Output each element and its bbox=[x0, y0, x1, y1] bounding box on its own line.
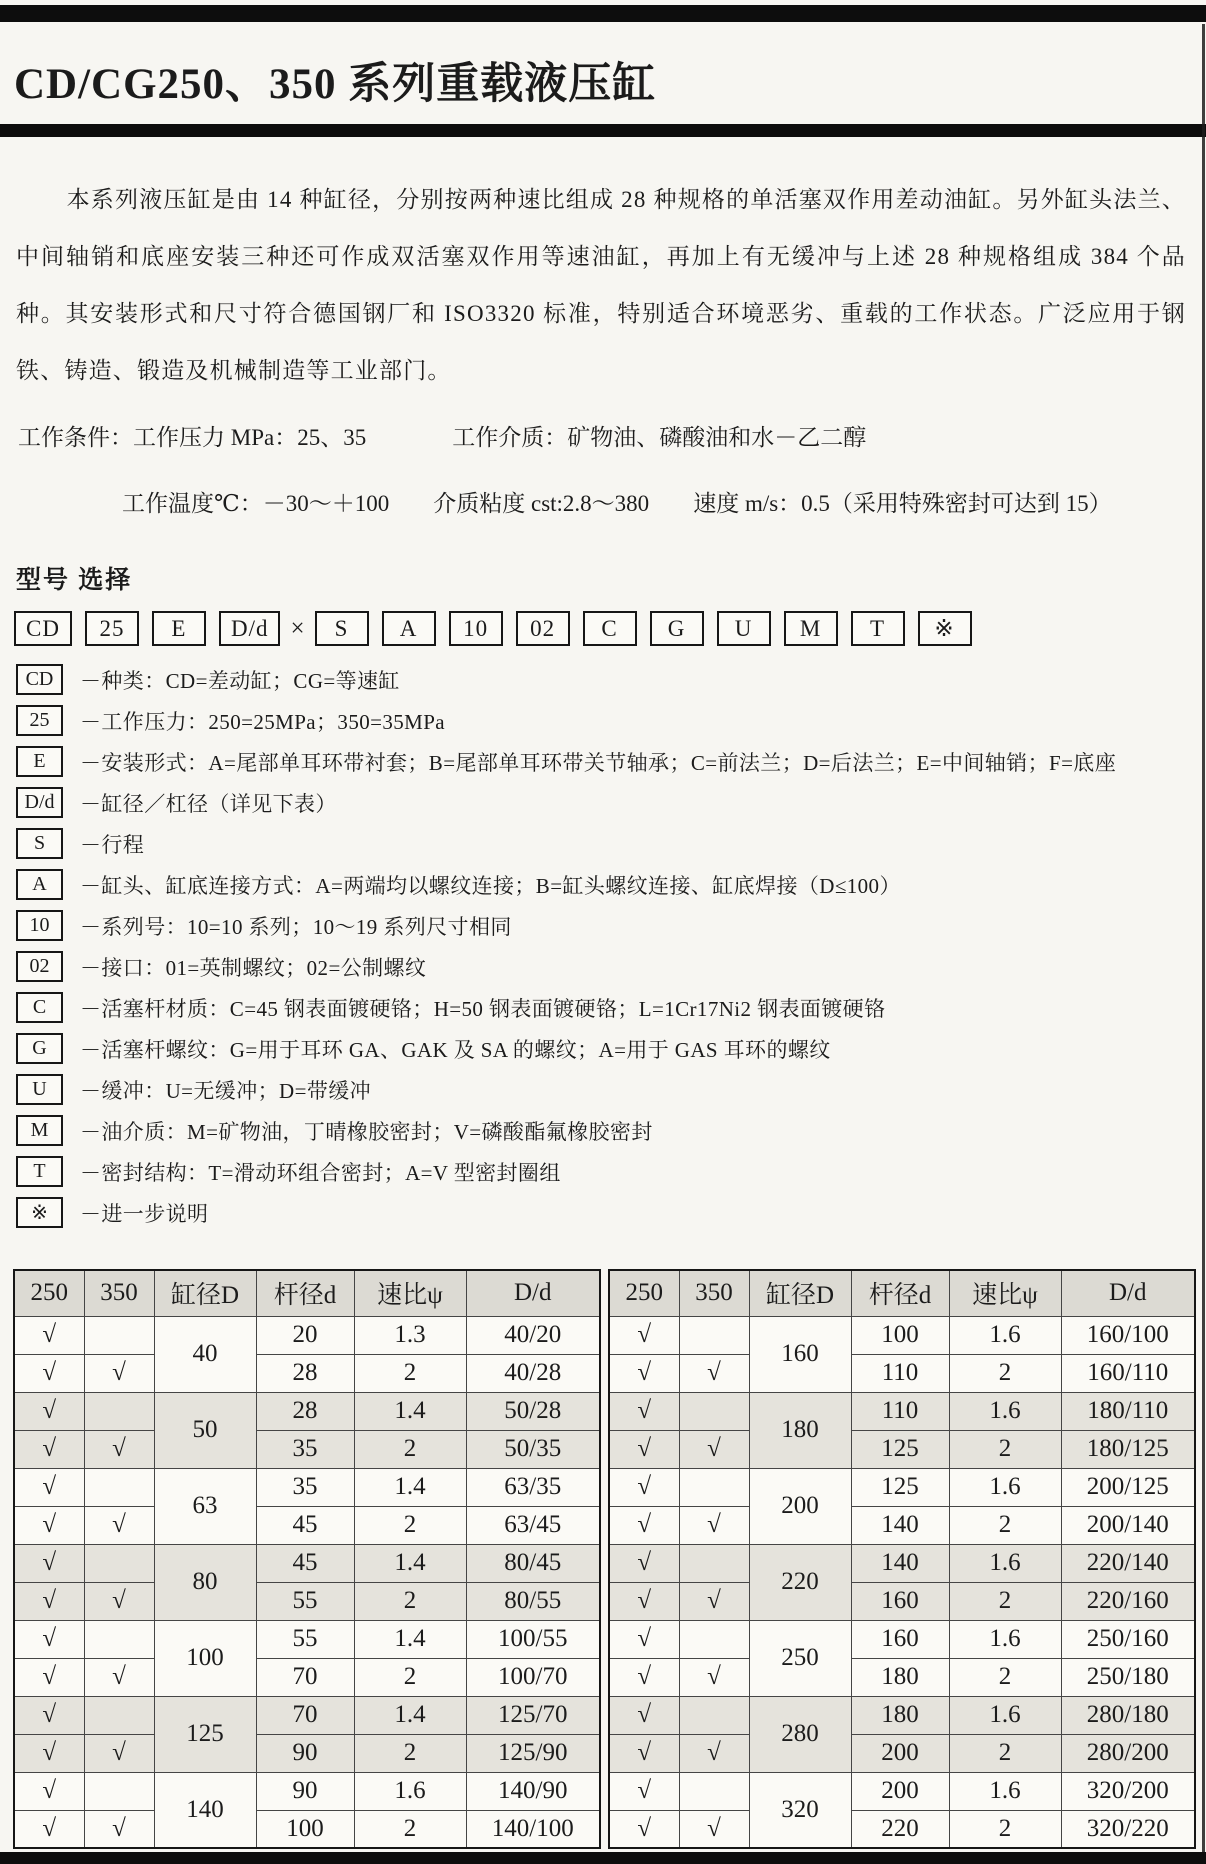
rod-cell: 160 bbox=[851, 1582, 949, 1620]
check-250-cell: √ bbox=[609, 1544, 679, 1582]
dd-cell: 250/160 bbox=[1061, 1620, 1195, 1658]
table-row bbox=[609, 1772, 1195, 1810]
rod-cell: 55 bbox=[256, 1620, 354, 1658]
table-row bbox=[609, 1734, 1195, 1772]
ratio-cell: 1.4 bbox=[354, 1468, 466, 1506]
column-header: 杆径d bbox=[851, 1270, 949, 1316]
check-350-cell bbox=[84, 1544, 154, 1582]
table-row bbox=[609, 1316, 1195, 1354]
model-code-box: D/d bbox=[219, 611, 281, 646]
legend-desc: －行程 bbox=[80, 832, 145, 857]
dd-cell: 320/220 bbox=[1061, 1810, 1195, 1848]
legend-code-box: G bbox=[16, 1033, 63, 1064]
check-350-cell bbox=[84, 1468, 154, 1506]
condition-pressure: 工作条件：工作压力 MPa：25、35 bbox=[18, 425, 367, 450]
legend-code-box: S bbox=[16, 828, 63, 859]
ratio-cell: 1.6 bbox=[949, 1544, 1061, 1582]
legend-row bbox=[16, 823, 1206, 864]
column-header: D/d bbox=[466, 1270, 600, 1316]
bore-cell: 250 bbox=[749, 1620, 851, 1696]
dd-cell: 320/200 bbox=[1061, 1772, 1195, 1810]
ratio-cell: 1.6 bbox=[949, 1620, 1061, 1658]
rod-cell: 200 bbox=[851, 1734, 949, 1772]
ratio-cell: 1.4 bbox=[354, 1544, 466, 1582]
legend-desc: －活塞杆螺纹：G=用于耳环 GA、GAK 及 SA 的螺纹；A=用于 GAS 耳环的螺纹 bbox=[80, 1037, 831, 1062]
table-row bbox=[14, 1392, 600, 1430]
legend-code-box: 10 bbox=[16, 910, 63, 941]
check-350-cell bbox=[679, 1392, 749, 1430]
ratio-cell: 1.6 bbox=[949, 1468, 1061, 1506]
table-row bbox=[609, 1696, 1195, 1734]
bore-cell: 280 bbox=[749, 1696, 851, 1772]
legend-desc: －活塞杆材质：C=45 钢表面镀硬铬；H=50 钢表面镀硬铬；L=1Cr17Ni2 钢表面镀硬铬 bbox=[80, 996, 886, 1021]
legend-desc: －种类：CD=差动缸；CG=等速缸 bbox=[80, 668, 400, 693]
rod-cell: 110 bbox=[851, 1354, 949, 1392]
ratio-cell: 2 bbox=[949, 1810, 1061, 1848]
rod-cell: 35 bbox=[256, 1430, 354, 1468]
table-row bbox=[609, 1810, 1195, 1848]
condition-temperature: 工作温度℃：－30～＋100 bbox=[122, 491, 390, 516]
table-row bbox=[14, 1582, 600, 1620]
column-header: 缸径D bbox=[749, 1270, 851, 1316]
check-350-cell bbox=[84, 1620, 154, 1658]
check-250-cell: √ bbox=[14, 1354, 84, 1392]
model-code-box: 02 bbox=[516, 611, 570, 646]
dd-cell: 220/160 bbox=[1061, 1582, 1195, 1620]
ratio-cell: 2 bbox=[949, 1734, 1061, 1772]
check-250-cell: √ bbox=[14, 1468, 84, 1506]
ratio-cell: 2 bbox=[354, 1430, 466, 1468]
rod-cell: 100 bbox=[851, 1316, 949, 1354]
check-250-cell: √ bbox=[14, 1810, 84, 1848]
check-250-cell: √ bbox=[609, 1734, 679, 1772]
check-250-cell: √ bbox=[14, 1316, 84, 1354]
legend-desc: －密封结构：T=滑动环组合密封；A=V 型密封圈组 bbox=[80, 1160, 561, 1185]
check-250-cell: √ bbox=[609, 1316, 679, 1354]
table-row bbox=[14, 1316, 600, 1354]
condition-speed: 速度 m/s：0.5（采用特殊密封可达到 15） bbox=[693, 491, 1112, 516]
model-code-box: U bbox=[717, 611, 771, 646]
dd-cell: 125/90 bbox=[466, 1734, 600, 1772]
rod-cell: 140 bbox=[851, 1544, 949, 1582]
check-350-cell bbox=[84, 1392, 154, 1430]
legend-desc: －进一步说明 bbox=[80, 1201, 209, 1226]
check-250-cell: √ bbox=[14, 1734, 84, 1772]
ratio-cell: 2 bbox=[354, 1354, 466, 1392]
dd-cell: 140/90 bbox=[466, 1772, 600, 1810]
rod-cell: 180 bbox=[851, 1696, 949, 1734]
table-row bbox=[14, 1430, 600, 1468]
legend-desc: －缸头、缸底连接方式：A=两端均以螺纹连接；B=缸头螺纹连接、缸底焊接（D≤100） bbox=[80, 873, 901, 898]
bore-cell: 80 bbox=[154, 1544, 256, 1620]
model-code-box: 25 bbox=[85, 611, 139, 646]
check-350-cell: √ bbox=[679, 1354, 749, 1392]
check-250-cell: √ bbox=[609, 1506, 679, 1544]
check-350-cell: √ bbox=[84, 1354, 154, 1392]
model-code-box: G bbox=[650, 611, 704, 646]
check-250-cell: √ bbox=[609, 1392, 679, 1430]
table-row bbox=[14, 1506, 600, 1544]
rod-cell: 45 bbox=[256, 1506, 354, 1544]
check-250-cell: √ bbox=[609, 1582, 679, 1620]
ratio-cell: 1.4 bbox=[354, 1696, 466, 1734]
bore-cell: 140 bbox=[154, 1772, 256, 1848]
check-250-cell: √ bbox=[609, 1772, 679, 1810]
model-code-box: CD bbox=[14, 611, 72, 646]
check-350-cell: √ bbox=[679, 1734, 749, 1772]
check-350-cell bbox=[679, 1620, 749, 1658]
ratio-cell: 1.6 bbox=[949, 1696, 1061, 1734]
check-350-cell bbox=[679, 1544, 749, 1582]
rod-cell: 90 bbox=[256, 1734, 354, 1772]
dd-cell: 63/45 bbox=[466, 1506, 600, 1544]
table-row bbox=[609, 1506, 1195, 1544]
dd-cell: 125/70 bbox=[466, 1696, 600, 1734]
legend-code-box: A bbox=[16, 869, 63, 900]
check-350-cell: √ bbox=[679, 1506, 749, 1544]
legend-desc: －接口：01=英制螺纹；02=公制螺纹 bbox=[80, 955, 427, 980]
check-350-cell bbox=[679, 1316, 749, 1354]
bore-cell: 320 bbox=[749, 1772, 851, 1848]
legend-row bbox=[16, 987, 1206, 1028]
rod-cell: 160 bbox=[851, 1620, 949, 1658]
bore-cell: 40 bbox=[154, 1316, 256, 1392]
check-350-cell bbox=[679, 1772, 749, 1810]
check-250-cell: √ bbox=[609, 1620, 679, 1658]
condition-medium: 工作介质：矿物油、磷酸油和水－乙二醇 bbox=[452, 425, 867, 450]
bore-cell: 180 bbox=[749, 1392, 851, 1468]
rod-cell: 35 bbox=[256, 1468, 354, 1506]
check-350-cell bbox=[679, 1468, 749, 1506]
rod-cell: 20 bbox=[256, 1316, 354, 1354]
table-row bbox=[14, 1620, 600, 1658]
bore-cell: 100 bbox=[154, 1620, 256, 1696]
spec-table-right-body bbox=[609, 1316, 1195, 1848]
model-code-box: 10 bbox=[449, 611, 503, 646]
table-row bbox=[14, 1772, 600, 1810]
legend-code-box: M bbox=[16, 1115, 63, 1146]
ratio-cell: 2 bbox=[354, 1506, 466, 1544]
dd-cell: 160/100 bbox=[1061, 1316, 1195, 1354]
column-header: 速比ψ bbox=[354, 1270, 466, 1316]
model-selection-heading: 型号 选择 bbox=[16, 567, 133, 594]
ratio-cell: 1.6 bbox=[949, 1392, 1061, 1430]
condition-viscosity: 介质粘度 cst:2.8～380 bbox=[433, 491, 650, 516]
legend-desc: －缸径／杠径（详见下表） bbox=[80, 791, 337, 816]
check-250-cell: √ bbox=[609, 1696, 679, 1734]
check-350-cell: √ bbox=[84, 1506, 154, 1544]
model-code-row bbox=[0, 611, 1206, 646]
check-250-cell: √ bbox=[14, 1696, 84, 1734]
rod-cell: 55 bbox=[256, 1582, 354, 1620]
legend-row bbox=[16, 946, 1206, 987]
rod-cell: 110 bbox=[851, 1392, 949, 1430]
column-header: 350 bbox=[84, 1270, 154, 1316]
working-conditions-row1 bbox=[0, 419, 1206, 452]
table-row bbox=[609, 1582, 1195, 1620]
dd-cell: 280/200 bbox=[1061, 1734, 1195, 1772]
table-row bbox=[14, 1696, 600, 1734]
legend-code-box: 25 bbox=[16, 705, 63, 736]
intro-paragraph: 本系列液压缸是由 14 种缸径，分别按两种速比组成 28 种规格的单活塞双作用差动油缸。另外缸头法兰、中间轴销和底座安装三种还可作成双活塞双作用等速油缸，再加上有无缓冲与上述 28 种规格组成 384 个品种。其安装形式和尺寸符合德国钢厂和 ISO3320 标准，特别适合环境恶劣、重载的工作状态。广泛应用于钢铁、铸造、锻造及机械制造等工业部门。 bbox=[16, 187, 1186, 383]
rod-cell: 28 bbox=[256, 1392, 354, 1430]
ratio-cell: 2 bbox=[354, 1810, 466, 1848]
legend-desc: －缓冲：U=无缓冲；D=带缓冲 bbox=[80, 1078, 372, 1103]
model-code-box: T bbox=[851, 611, 905, 646]
spec-tables bbox=[13, 1269, 1193, 1849]
rod-cell: 200 bbox=[851, 1772, 949, 1810]
legend-row bbox=[16, 700, 1206, 741]
model-code-box: ※ bbox=[918, 611, 972, 646]
rod-cell: 45 bbox=[256, 1544, 354, 1582]
legend-code-box: C bbox=[16, 992, 63, 1023]
ratio-cell: 2 bbox=[949, 1658, 1061, 1696]
check-350-cell: √ bbox=[84, 1582, 154, 1620]
check-250-cell: √ bbox=[14, 1430, 84, 1468]
check-250-cell: √ bbox=[609, 1430, 679, 1468]
bore-cell: 50 bbox=[154, 1392, 256, 1468]
table-row bbox=[609, 1354, 1195, 1392]
dd-cell: 140/100 bbox=[466, 1810, 600, 1848]
table-row bbox=[14, 1544, 600, 1582]
scan-edge-line bbox=[1202, 24, 1205, 1853]
dd-cell: 200/125 bbox=[1061, 1468, 1195, 1506]
dd-cell: 220/140 bbox=[1061, 1544, 1195, 1582]
table-row bbox=[14, 1658, 600, 1696]
table-row bbox=[14, 1734, 600, 1772]
rod-cell: 220 bbox=[851, 1810, 949, 1848]
legend-row bbox=[16, 782, 1206, 823]
check-250-cell: √ bbox=[609, 1810, 679, 1848]
spec-table-right-head bbox=[609, 1270, 1195, 1316]
check-350-cell bbox=[84, 1696, 154, 1734]
multiply-separator: × bbox=[290, 614, 305, 642]
column-header: D/d bbox=[1061, 1270, 1195, 1316]
table-row bbox=[609, 1658, 1195, 1696]
legend-desc: －系列号：10=10 系列；10～19 系列尺寸相同 bbox=[80, 914, 512, 939]
bore-cell: 160 bbox=[749, 1316, 851, 1392]
column-header: 250 bbox=[14, 1270, 84, 1316]
dd-cell: 100/70 bbox=[466, 1658, 600, 1696]
ratio-cell: 2 bbox=[949, 1430, 1061, 1468]
ratio-cell: 1.4 bbox=[354, 1392, 466, 1430]
dd-cell: 280/180 bbox=[1061, 1696, 1195, 1734]
title-rule-bar bbox=[0, 124, 1206, 137]
dd-cell: 180/125 bbox=[1061, 1430, 1195, 1468]
column-header: 缸径D bbox=[154, 1270, 256, 1316]
check-250-cell: √ bbox=[609, 1468, 679, 1506]
ratio-cell: 1.6 bbox=[354, 1772, 466, 1810]
legend-code-box: U bbox=[16, 1074, 63, 1105]
legend-desc: －安装形式：A=尾部单耳环带衬套；B=尾部单耳环带关节轴承；C=前法兰；D=后法兰；E=中间轴销；F=底座 bbox=[80, 750, 1117, 775]
table-row bbox=[14, 1810, 600, 1848]
table-row bbox=[14, 1468, 600, 1506]
rod-cell: 100 bbox=[256, 1810, 354, 1848]
ratio-cell: 1.6 bbox=[949, 1772, 1061, 1810]
dd-cell: 50/35 bbox=[466, 1430, 600, 1468]
legend-row bbox=[16, 1192, 1206, 1233]
table-row bbox=[14, 1354, 600, 1392]
check-350-cell: √ bbox=[679, 1810, 749, 1848]
working-conditions-row2 bbox=[0, 485, 1206, 518]
check-350-cell bbox=[84, 1316, 154, 1354]
top-rule-bar bbox=[0, 5, 1206, 22]
column-header: 杆径d bbox=[256, 1270, 354, 1316]
legend-row bbox=[16, 1110, 1206, 1151]
check-350-cell: √ bbox=[84, 1430, 154, 1468]
model-code-box: M bbox=[784, 611, 838, 646]
ratio-cell: 2 bbox=[949, 1354, 1061, 1392]
check-350-cell: √ bbox=[84, 1734, 154, 1772]
legend-desc: －油介质：M=矿物油，丁晴橡胶密封；V=磷酸酯氟橡胶密封 bbox=[80, 1119, 653, 1144]
legend-code-box: D/d bbox=[16, 787, 63, 818]
rod-cell: 125 bbox=[851, 1468, 949, 1506]
dd-cell: 160/110 bbox=[1061, 1354, 1195, 1392]
table-row bbox=[609, 1620, 1195, 1658]
rod-cell: 90 bbox=[256, 1772, 354, 1810]
column-header: 速比ψ bbox=[949, 1270, 1061, 1316]
dd-cell: 200/140 bbox=[1061, 1506, 1195, 1544]
check-250-cell: √ bbox=[14, 1658, 84, 1696]
legend-row bbox=[16, 1028, 1206, 1069]
legend-row bbox=[16, 1151, 1206, 1192]
check-350-cell: √ bbox=[679, 1582, 749, 1620]
check-350-cell bbox=[679, 1696, 749, 1734]
legend-code-box: ※ bbox=[16, 1197, 63, 1228]
bore-cell: 125 bbox=[154, 1696, 256, 1772]
model-legend bbox=[0, 659, 1206, 1233]
legend-code-box: 02 bbox=[16, 951, 63, 982]
model-code-box: A bbox=[382, 611, 436, 646]
dd-cell: 40/28 bbox=[466, 1354, 600, 1392]
check-250-cell: √ bbox=[609, 1354, 679, 1392]
dd-cell: 80/55 bbox=[466, 1582, 600, 1620]
table-row bbox=[609, 1544, 1195, 1582]
rod-cell: 28 bbox=[256, 1354, 354, 1392]
ratio-cell: 2 bbox=[354, 1734, 466, 1772]
check-250-cell: √ bbox=[14, 1620, 84, 1658]
spec-table-left bbox=[13, 1269, 601, 1849]
legend-code-box: T bbox=[16, 1156, 63, 1187]
table-row bbox=[609, 1430, 1195, 1468]
check-250-cell: √ bbox=[609, 1658, 679, 1696]
legend-desc: －工作压力：250=25MPa；350=35MPa bbox=[80, 709, 446, 734]
rod-cell: 125 bbox=[851, 1430, 949, 1468]
table-row bbox=[609, 1468, 1195, 1506]
ratio-cell: 2 bbox=[949, 1506, 1061, 1544]
model-code-box: S bbox=[315, 611, 369, 646]
check-250-cell: √ bbox=[14, 1544, 84, 1582]
ratio-cell: 1.3 bbox=[354, 1316, 466, 1354]
spec-table-right bbox=[608, 1269, 1196, 1849]
check-250-cell: √ bbox=[14, 1582, 84, 1620]
legend-row bbox=[16, 905, 1206, 946]
check-350-cell bbox=[84, 1772, 154, 1810]
table-row bbox=[609, 1392, 1195, 1430]
dd-cell: 63/35 bbox=[466, 1468, 600, 1506]
legend-row bbox=[16, 741, 1206, 782]
check-250-cell: √ bbox=[14, 1392, 84, 1430]
dd-cell: 100/55 bbox=[466, 1620, 600, 1658]
ratio-cell: 2 bbox=[354, 1658, 466, 1696]
ratio-cell: 2 bbox=[949, 1582, 1061, 1620]
spec-table-left-body bbox=[14, 1316, 600, 1848]
check-250-cell: √ bbox=[14, 1506, 84, 1544]
bore-cell: 63 bbox=[154, 1468, 256, 1544]
dd-cell: 50/28 bbox=[466, 1392, 600, 1430]
check-350-cell: √ bbox=[84, 1810, 154, 1848]
bore-cell: 200 bbox=[749, 1468, 851, 1544]
bore-cell: 220 bbox=[749, 1544, 851, 1620]
header-row bbox=[14, 1270, 600, 1316]
legend-row bbox=[16, 1069, 1206, 1110]
legend-row bbox=[16, 864, 1206, 905]
check-350-cell: √ bbox=[679, 1430, 749, 1468]
model-code-box: E bbox=[152, 611, 206, 646]
ratio-cell: 2 bbox=[354, 1582, 466, 1620]
legend-row bbox=[16, 659, 1206, 700]
legend-code-box: CD bbox=[16, 664, 63, 695]
column-header: 250 bbox=[609, 1270, 679, 1316]
spec-table-left-head bbox=[14, 1270, 600, 1316]
model-code-box: C bbox=[583, 611, 637, 646]
rod-cell: 140 bbox=[851, 1506, 949, 1544]
rod-cell: 180 bbox=[851, 1658, 949, 1696]
check-250-cell: √ bbox=[14, 1772, 84, 1810]
dd-cell: 180/110 bbox=[1061, 1392, 1195, 1430]
header-row bbox=[609, 1270, 1195, 1316]
page-title: CD/CG250、350 系列重载液压缸 bbox=[14, 61, 657, 108]
ratio-cell: 1.6 bbox=[949, 1316, 1061, 1354]
bottom-rule-bar bbox=[0, 1852, 1206, 1864]
check-350-cell: √ bbox=[84, 1658, 154, 1696]
rod-cell: 70 bbox=[256, 1658, 354, 1696]
dd-cell: 40/20 bbox=[466, 1316, 600, 1354]
ratio-cell: 1.4 bbox=[354, 1620, 466, 1658]
dd-cell: 250/180 bbox=[1061, 1658, 1195, 1696]
column-header: 350 bbox=[679, 1270, 749, 1316]
dd-cell: 80/45 bbox=[466, 1544, 600, 1582]
check-350-cell: √ bbox=[679, 1658, 749, 1696]
rod-cell: 70 bbox=[256, 1696, 354, 1734]
legend-code-box: E bbox=[16, 746, 63, 777]
